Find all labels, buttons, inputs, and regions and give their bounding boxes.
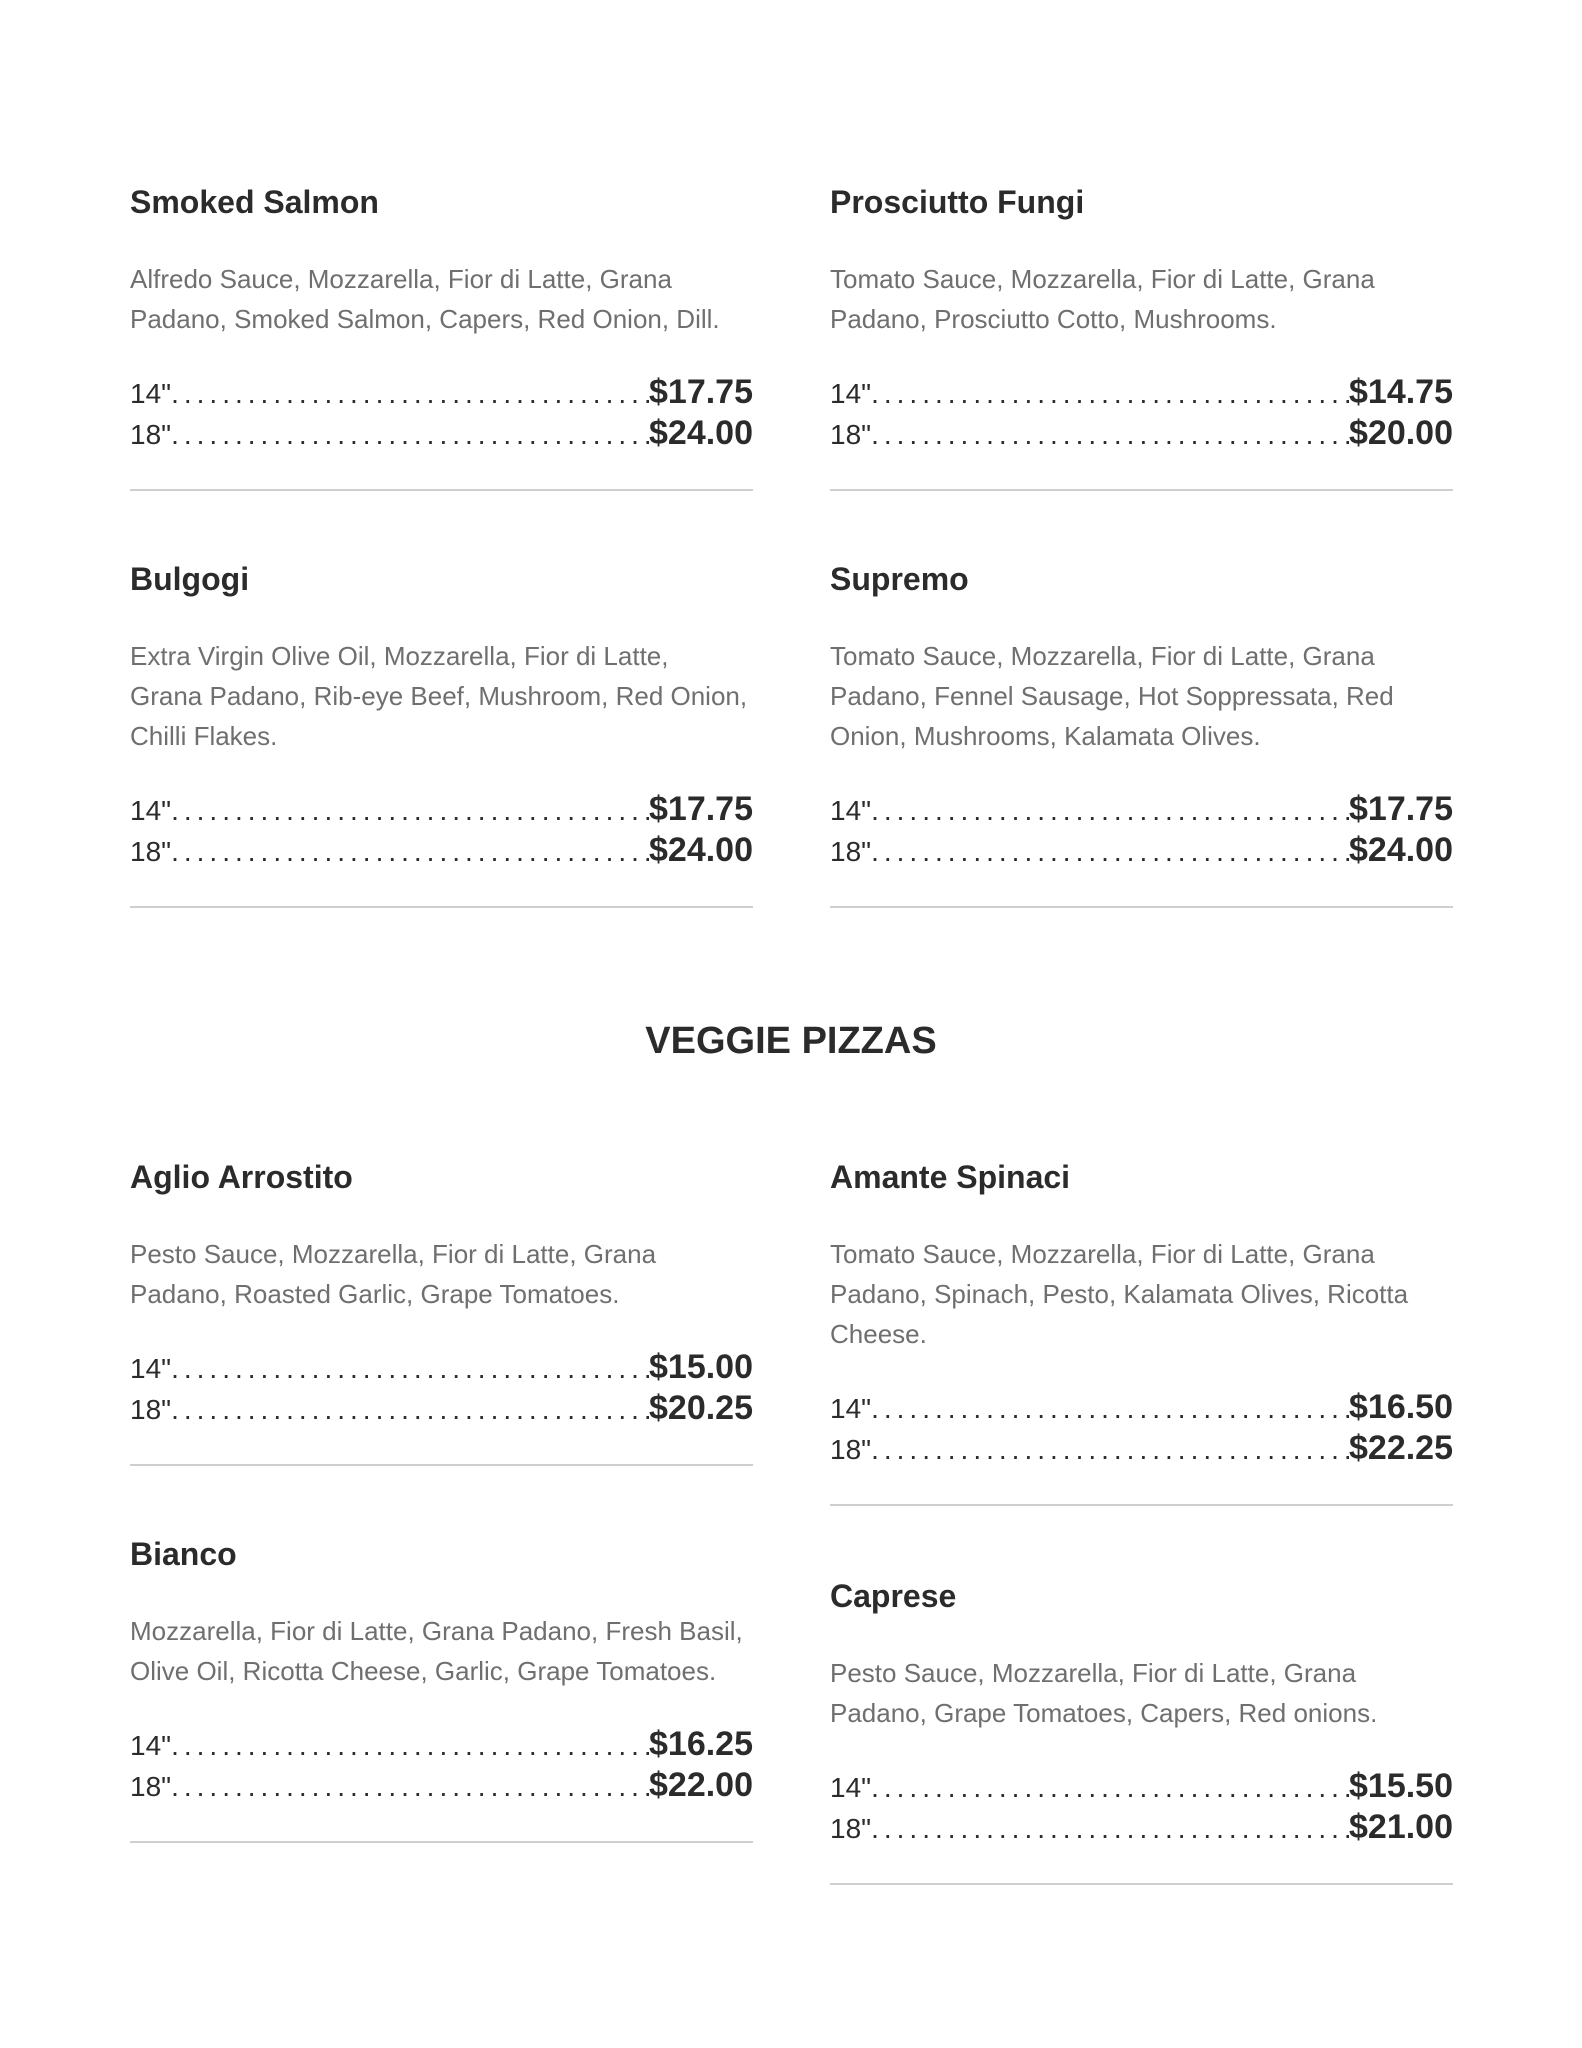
price-row [130, 790, 753, 831]
item-divider [830, 489, 1453, 491]
price-amount: $24.00 [649, 414, 753, 452]
price-amount: $17.75 [1349, 790, 1453, 828]
price-amount: $22.25 [1349, 1429, 1453, 1467]
price-amount: $16.25 [649, 1725, 753, 1763]
price-amount: $17.75 [649, 790, 753, 828]
item-description: Extra Virgin Olive Oil, Mozzarella, Fior di Latte, Grana Padano, Rib-eye Beef, Mushroom, Red Onion, Chilli Flakes. [130, 641, 748, 751]
item-description: Tomato Sauce, Mozzarella, Fior di Latte, Grana Padano, Fennel Sausage, Hot Soppressata, Red Onion, Mushrooms, Kalamata Olives. [830, 641, 1394, 751]
size-label: 18" [130, 836, 172, 867]
item-description: Tomato Sauce, Mozzarella, Fior di Latte, Grana Padano, Prosciutto Cotto, Mushrooms. [830, 264, 1375, 334]
item-name: Prosciutto Fungi [830, 184, 1085, 220]
item-divider [130, 1841, 753, 1843]
price-row [830, 1429, 1453, 1470]
price-amount: $20.00 [1349, 414, 1453, 452]
size-label: 14" [130, 1730, 172, 1761]
dot-leader [171, 419, 649, 451]
price-row [830, 790, 1453, 831]
price-row [130, 1389, 753, 1430]
size-label: 18" [830, 1434, 872, 1465]
menu-item-bulgogi [130, 560, 753, 908]
item-description: Tomato Sauce, Mozzarella, Fior di Latte, Grana Padano, Spinach, Pesto, Kalamata Olives, Ricotta Cheese. [830, 1239, 1409, 1349]
size-label: 18" [130, 1394, 172, 1425]
price-list [130, 790, 753, 872]
price-amount: $20.25 [649, 1389, 753, 1427]
dot-leader [171, 378, 649, 410]
item-name: Bulgogi [130, 561, 250, 597]
price-amount: $24.00 [1349, 831, 1453, 869]
size-label: 18" [830, 836, 872, 867]
menu-item-amante-spinaci [830, 1158, 1453, 1506]
dot-leader [871, 1434, 1349, 1466]
item-divider [130, 1464, 753, 1466]
size-label: 18" [830, 419, 872, 450]
item-description: Pesto Sauce, Mozzarella, Fior di Latte, Grana Padano, Roasted Garlic, Grape Tomatoes. [130, 1239, 657, 1309]
menu-item-bianco [130, 1535, 753, 1843]
size-label: 14" [130, 1353, 172, 1384]
price-list [130, 1725, 753, 1807]
dot-leader [171, 1353, 649, 1385]
menu-item-prosciutto-fungi [830, 183, 1453, 491]
size-label: 18" [130, 1771, 172, 1802]
price-row [130, 1766, 753, 1807]
dot-leader [871, 1813, 1349, 1845]
item-description: Pesto Sauce, Mozzarella, Fior di Latte, Grana Padano, Grape Tomatoes, Capers, Red onions. [830, 1658, 1378, 1728]
price-row [130, 1725, 753, 1766]
price-amount: $21.00 [1349, 1808, 1453, 1846]
item-name: Caprese [830, 1578, 957, 1614]
price-list [830, 790, 1453, 872]
item-description: Alfredo Sauce, Mozzarella, Fior di Latte, Grana Padano, Smoked Salmon, Capers, Red Onion, Dill. [130, 264, 720, 334]
dot-leader [871, 1772, 1349, 1804]
size-label: 14" [130, 795, 172, 826]
item-divider [130, 906, 753, 908]
menu-item-smoked-salmon [130, 183, 753, 491]
size-label: 14" [830, 1393, 872, 1424]
size-label: 14" [830, 378, 872, 409]
size-label: 18" [830, 1813, 872, 1844]
dot-leader [171, 795, 649, 827]
price-list [830, 1767, 1453, 1849]
dot-leader [871, 378, 1349, 410]
price-amount: $17.75 [649, 373, 753, 411]
item-divider [830, 906, 1453, 908]
item-name: Amante Spinaci [830, 1159, 1071, 1195]
price-row [130, 831, 753, 872]
dot-leader [871, 836, 1349, 868]
dot-leader [871, 419, 1349, 451]
section-heading-veggie-pizzas: VEGGIE PIZZAS [645, 1020, 937, 1062]
menu-item-caprese [830, 1577, 1453, 1885]
price-amount: $15.50 [1349, 1767, 1453, 1805]
price-row [830, 373, 1453, 414]
item-name: Supremo [830, 561, 969, 597]
price-row [130, 373, 753, 414]
item-name: Bianco [130, 1536, 237, 1572]
dot-leader [171, 1394, 649, 1426]
price-amount: $15.00 [649, 1348, 753, 1386]
price-list [830, 1388, 1453, 1470]
item-description: Mozzarella, Fior di Latte, Grana Padano, Fresh Basil, Olive Oil, Ricotta Cheese, Garlic, Grape Tomatoes. [130, 1616, 743, 1686]
price-list [130, 1348, 753, 1430]
item-divider [130, 489, 753, 491]
menu-item-supremo [830, 560, 1453, 908]
price-row [830, 1767, 1453, 1808]
price-amount: $14.75 [1349, 373, 1453, 411]
dot-leader [171, 836, 649, 868]
price-list [130, 373, 753, 455]
dot-leader [171, 1730, 649, 1762]
size-label: 14" [830, 795, 872, 826]
item-divider [830, 1504, 1453, 1506]
price-row [830, 831, 1453, 872]
price-row [830, 414, 1453, 455]
menu-item-aglio-arrostito [130, 1158, 753, 1466]
price-amount: $16.50 [1349, 1388, 1453, 1426]
price-row [830, 1388, 1453, 1429]
size-label: 18" [130, 419, 172, 450]
price-amount: $24.00 [649, 831, 753, 869]
dot-leader [871, 1393, 1349, 1425]
item-name: Aglio Arrostito [130, 1159, 353, 1195]
price-amount: $22.00 [649, 1766, 753, 1804]
item-divider [830, 1883, 1453, 1885]
price-row [130, 414, 753, 455]
dot-leader [871, 795, 1349, 827]
price-row [130, 1348, 753, 1389]
dot-leader [171, 1771, 649, 1803]
size-label: 14" [130, 378, 172, 409]
price-row [830, 1808, 1453, 1849]
item-name: Smoked Salmon [130, 184, 379, 220]
size-label: 14" [830, 1772, 872, 1803]
price-list [830, 373, 1453, 455]
